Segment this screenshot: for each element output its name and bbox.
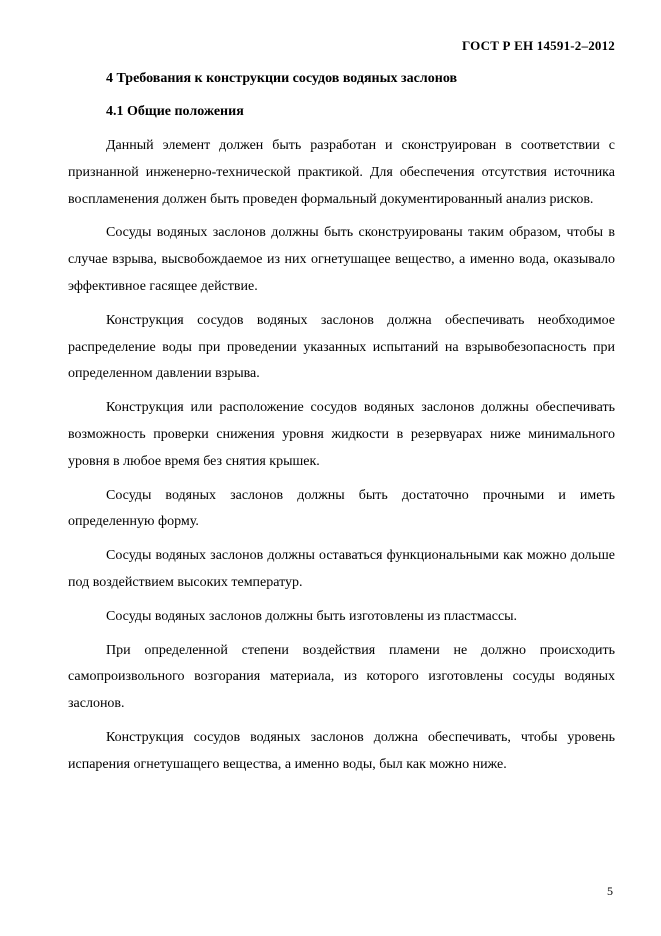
paragraph: При определенной степени воздействия пламени не должно происходить самопроизвольного возгорания материала, из которого изготовлены сосуды водяных заслонов. xyxy=(68,642,615,712)
paragraph: Данный элемент должен быть разработан и сконструирован в соответствии с признанной инженерно-технической практикой. Для обеспечения отсутствия источника воспламенения должен быть проведен формальный документированный анализ рисков. xyxy=(68,138,615,207)
paragraph: Сосуды водяных заслонов должны оставаться функциональными как можно дольше под воздействием высоких температур. xyxy=(68,548,615,590)
paragraph: Конструкция сосудов водяных заслонов должна обеспечивать необходимое распределение воды при проведении указанных испытаний на взрывобезопасность при определенном давлении взрыва. xyxy=(68,312,615,382)
paragraph: Сосуды водяных заслонов должны быть сконструированы таким образом, чтобы в случае взрыва, высвобождаемое из них огнетушащее вещество, а именно вода, оказывало эффективное гасящее действие. xyxy=(68,225,615,294)
paragraph: Конструкция сосудов водяных заслонов должна обеспечивать, чтобы уровень испарения огнетушащего вещества, а именно воды, был как можно ниже. xyxy=(68,729,615,772)
section-heading: 4 Требования к конструкции сосудов водяных заслонов xyxy=(106,71,458,86)
page-number: 5 xyxy=(607,884,613,898)
paragraph: Сосуды водяных заслонов должны быть достаточно прочными и иметь определенную форму. xyxy=(68,487,615,530)
paragraph: Конструкция или расположение сосудов водяных заслонов должны обеспечивать возможность проверки снижения уровня жидкости в резервуарах ниже минимального уровня в любое время без снятия крышек. xyxy=(68,400,615,469)
paragraph: Сосуды водяных заслонов должны быть изготовлены из пластмассы. xyxy=(106,608,518,624)
body-text xyxy=(68,133,615,786)
subsection-heading: 4.1 Общие положения xyxy=(106,104,244,119)
document-code: ГОСТ Р ЕН 14591-2–2012 xyxy=(462,38,615,53)
